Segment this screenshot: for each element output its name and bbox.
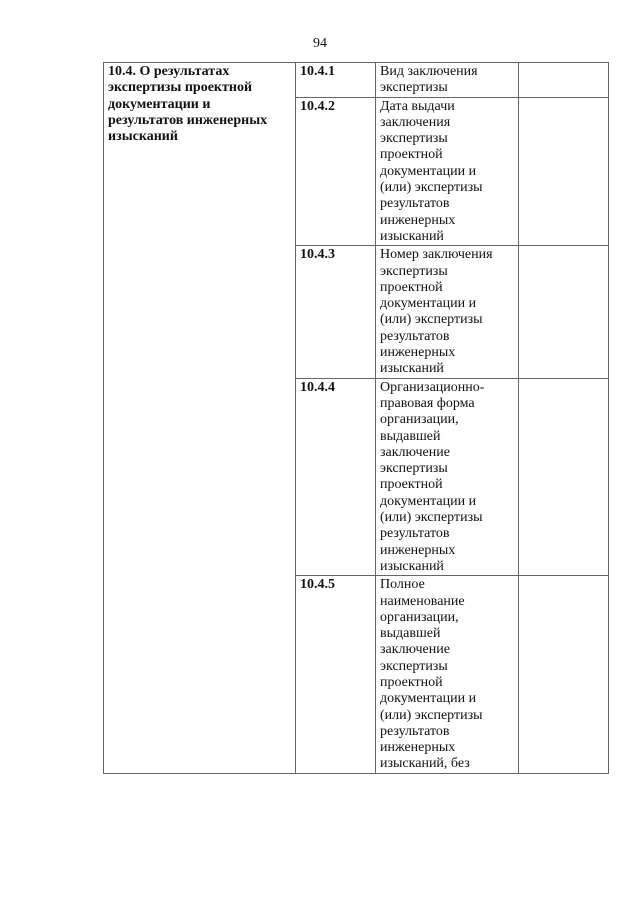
item-value-cell [519, 378, 609, 576]
item-description [376, 378, 519, 576]
description-line: заключение [380, 444, 450, 460]
section-title-line: изысканий [108, 129, 178, 145]
description-line: правовая форма [380, 395, 475, 411]
item-description [376, 97, 519, 246]
description-line: (или) экспертизы [380, 510, 483, 526]
item-number: 10.4.2 [296, 97, 376, 246]
section-title-line: экспертизы проектной [108, 80, 253, 96]
description-line: документации и [380, 493, 477, 509]
description-line: проектной [380, 147, 443, 163]
description-line: результатов [380, 723, 450, 739]
description-line: результатов [380, 526, 450, 542]
description-line: (или) экспертизы [380, 312, 483, 328]
item-description [376, 576, 519, 774]
description-line: Дата выдачи [380, 98, 455, 114]
item-number: 10.4.5 [296, 576, 376, 774]
description-line: документации и [380, 163, 477, 179]
description-line: изысканий, без [380, 756, 470, 772]
description-line: проектной [380, 477, 443, 493]
description-line: проектной [380, 674, 443, 690]
item-value-cell [519, 576, 609, 774]
description-line: изысканий [380, 558, 444, 574]
section-title-line: 10.4. О результатах [108, 64, 230, 79]
description-line: выдавшей [380, 626, 441, 642]
description-line: документации и [380, 296, 477, 312]
document-table [103, 62, 609, 774]
description-line: (или) экспертизы [380, 180, 483, 196]
description-line: экспертизы [380, 263, 448, 279]
description-line: организации, [380, 609, 459, 625]
item-number: 10.4.3 [296, 246, 376, 378]
description-line: результатов [380, 328, 450, 344]
description-line: Номер заключения [380, 247, 493, 263]
table-row [104, 63, 609, 98]
description-line: результатов [380, 196, 450, 212]
description-line: выдавшей [380, 428, 441, 444]
description-line: экспертизы [380, 461, 448, 477]
description-line: экспертизы [380, 131, 448, 147]
item-number: 10.4.1 [296, 63, 376, 98]
description-line: инженерных [380, 212, 456, 228]
section-title [104, 63, 296, 774]
description-line: Полное [380, 577, 425, 593]
description-line: организации, [380, 412, 459, 428]
description-line: Организационно- [380, 379, 485, 395]
description-line: изысканий [380, 228, 444, 244]
description-line: Вид заключения [380, 64, 478, 79]
item-number: 10.4.4 [296, 378, 376, 576]
description-line: инженерных [380, 345, 456, 361]
item-description [376, 63, 519, 98]
description-line: изысканий [380, 361, 444, 377]
description-line: (или) экспертизы [380, 707, 483, 723]
page-number: 94 [313, 36, 327, 51]
description-line: документации и [380, 691, 477, 707]
section-title-line: документации и [108, 96, 211, 112]
description-line: заключение [380, 642, 450, 658]
description-line: инженерных [380, 740, 456, 756]
description-line: экспертизы [380, 658, 448, 674]
item-value-cell [519, 63, 609, 98]
description-line: экспертизы [380, 80, 448, 96]
description-line: заключения [380, 114, 451, 130]
description-line: проектной [380, 279, 443, 295]
description-line: наименование [380, 593, 465, 609]
section-title-line: результатов инженерных [108, 112, 268, 128]
item-value-cell [519, 246, 609, 378]
item-value-cell [519, 97, 609, 246]
description-line: инженерных [380, 542, 456, 558]
item-description [376, 246, 519, 378]
